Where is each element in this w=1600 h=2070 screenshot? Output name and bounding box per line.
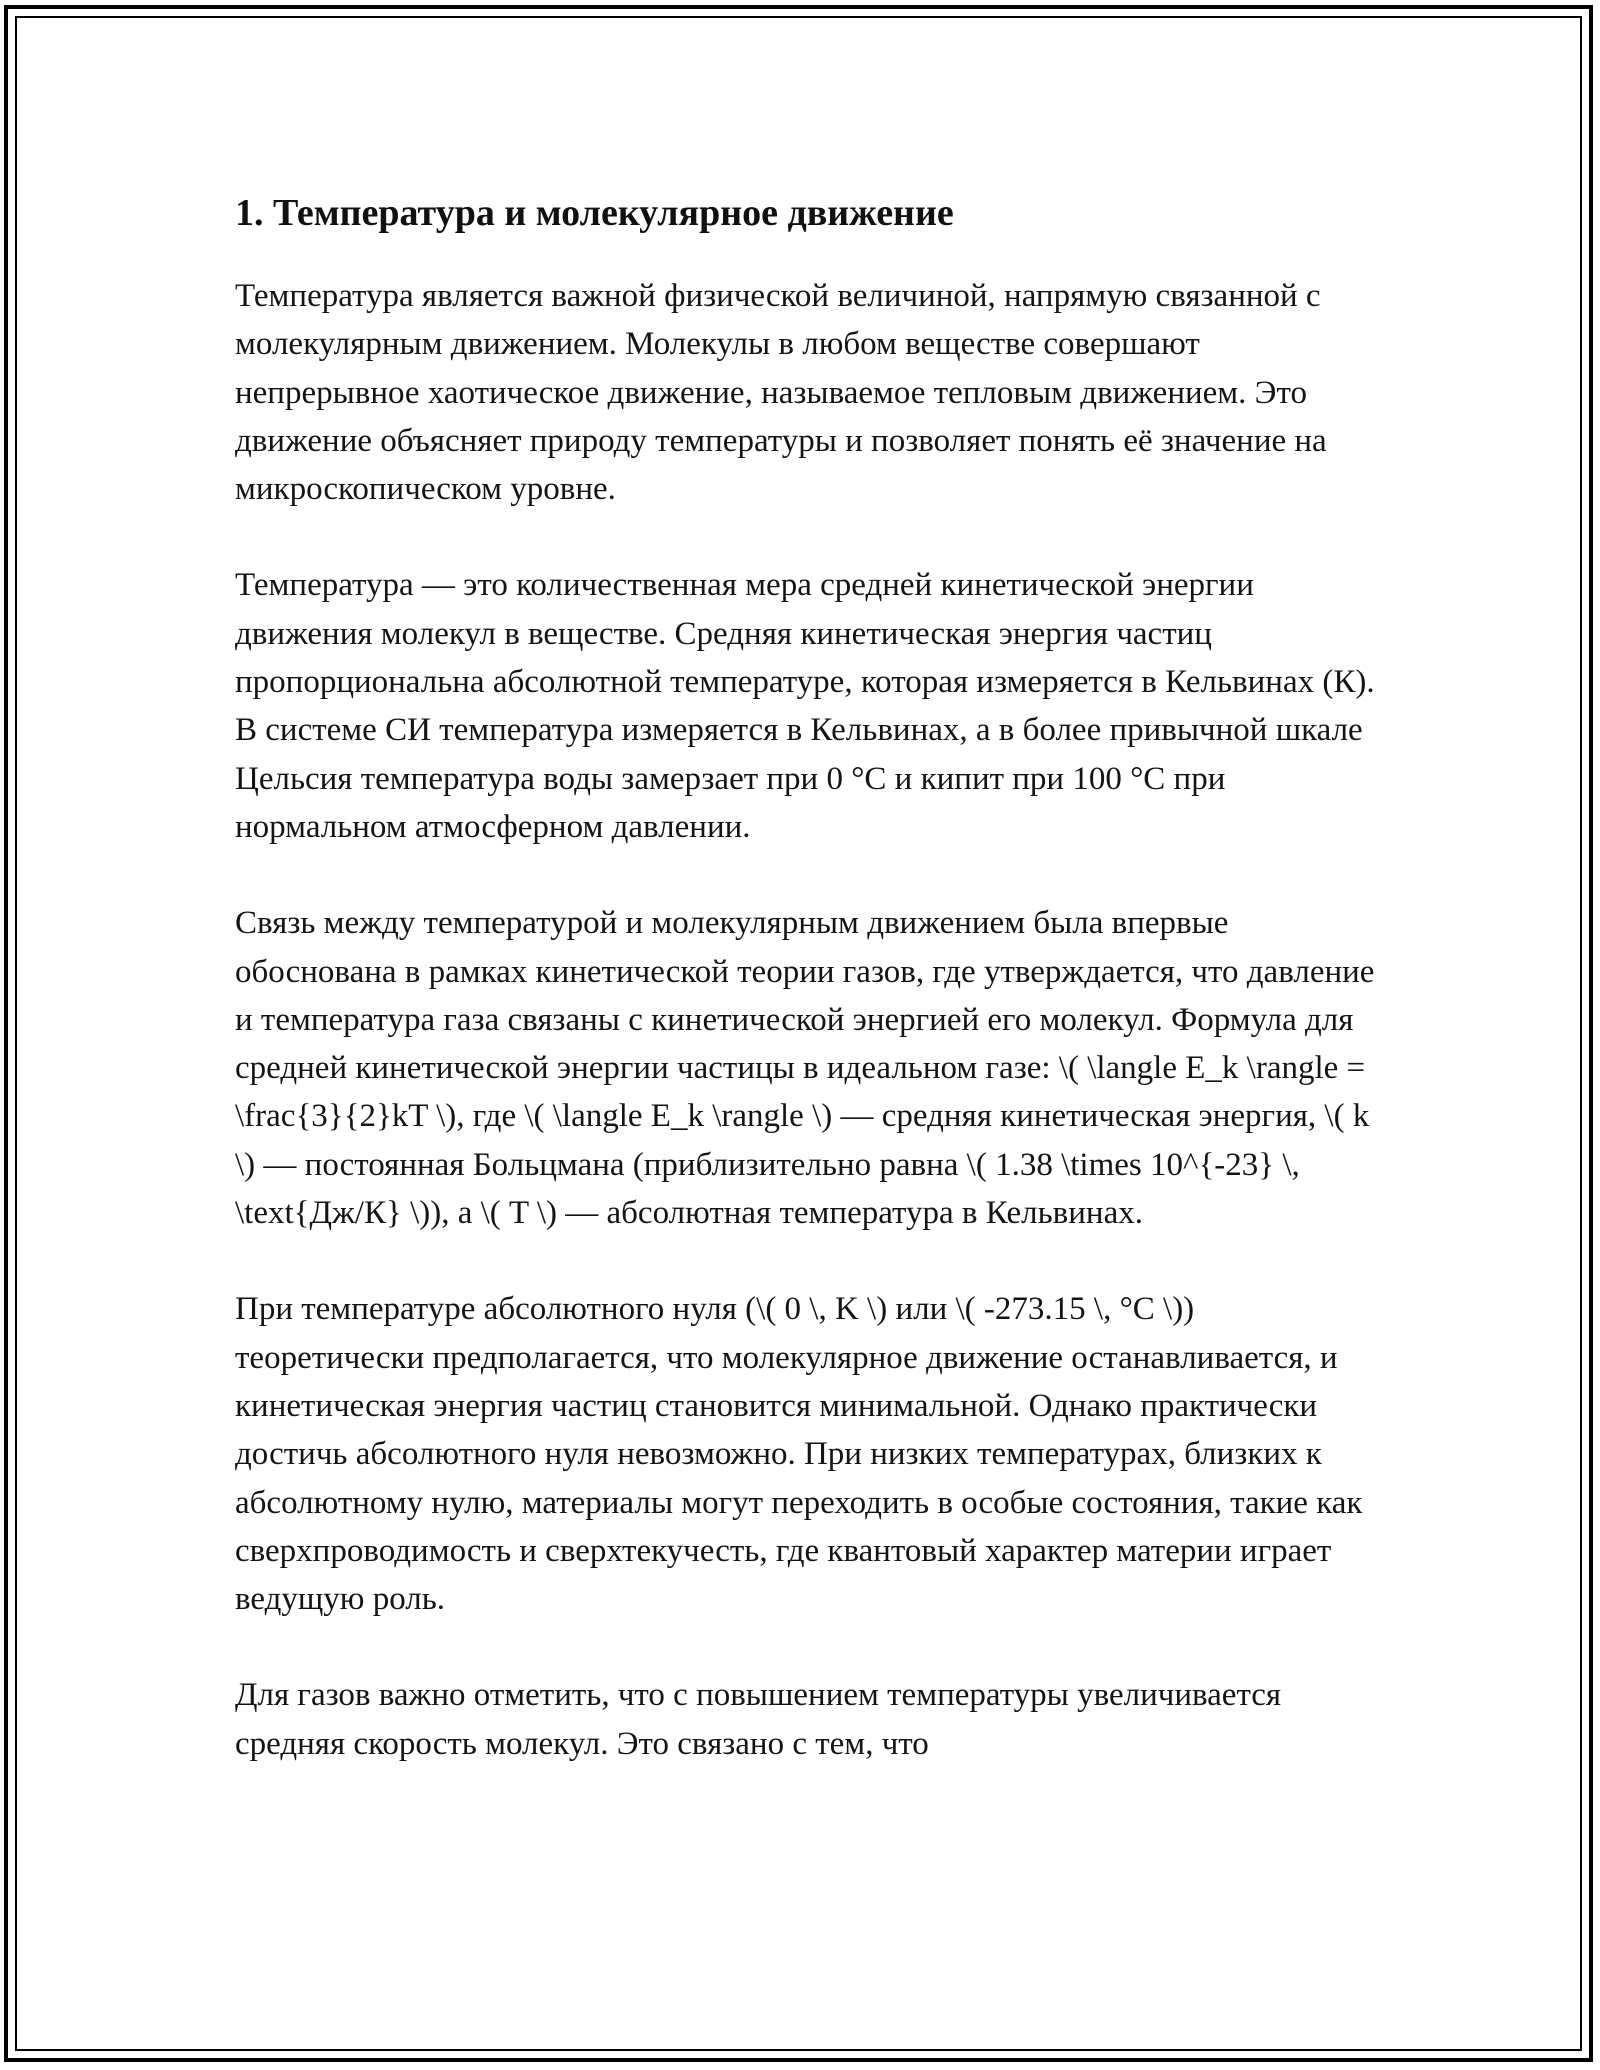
paragraph-absolute-zero: При температуре абсолютного нуля (\( 0 \, K \) или \( -273.15 \, °C \)) теоретически предполагается, что молекулярное движение останавливается, и кинетическая энергия частиц становится минимальной. Однако практически достичь абсолютного нуля невозможно. При низких температурах, близких к абсолютному нулю, материалы могут переходить в особые состояния, такие как сверхпроводимость и сверхтекучесть, где квантовый характер материи играет ведущую роль. [235, 1291, 1363, 1618]
paragraph-gases: Для газов важно отметить, что с повышением температуры увеличивается средняя скорость молекул. Это связано с тем, что [235, 1677, 1282, 1762]
paragraph-intro: Температура является важной физической величиной, напрямую связанной с молекулярным движением. Молекулы в любом веществе совершают непрерывное хаотическое движение, называемое тепловым движением. Это движение объясняет природу температуры и позволяет понять её значение на микроскопическом уровне. [235, 278, 1327, 508]
section-heading: 1. Температура и молекулярное движение [235, 192, 954, 234]
paragraph-definition: Температура — это количественная мера средней кинетической энергии движения молекул в веществе. Средняя кинетическая энергия частиц пропорциональна абсолютной температуре, которая измеряется в Кельвинах (К). В системе СИ температура измеряется в Кельвинах, а в более привычной шкале Цельсия температура воды замерзает при 0 °C и кипит при 100 °C при нормальном атмосферном давлении. [235, 567, 1375, 845]
paragraph-kinetic-theory: Связь между температурой и молекулярным движением была впервые обоснована в рамках кинетической теории газов, где утверждается, что давление и температура газа связаны с кинетической энергией его молекул. Формула для средней кинетической энергии частицы в идеальном газе: \( \langle E_k \rangle = \frac{3}{2}kT \), где \( \langle E_k \rangle \) — средняя кинетическая энергия, \( k \) — постоянная Больцмана (приблизительно равна \( 1.38 \times 10^{-23} \, \text{Дж/К} \)), а \( T \) — абсолютная температура в Кельвинах. [235, 905, 1375, 1232]
document-body [235, 186, 1375, 1768]
